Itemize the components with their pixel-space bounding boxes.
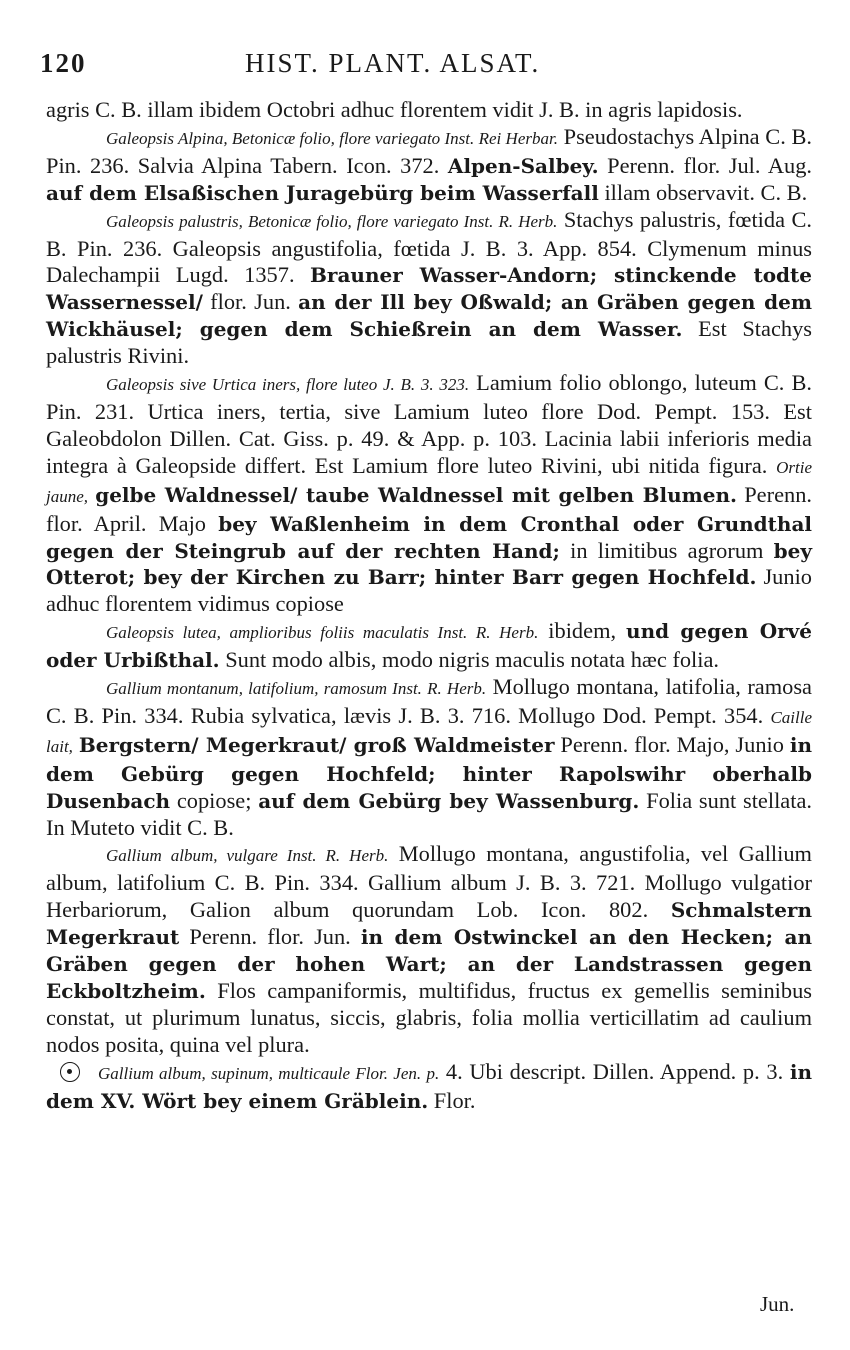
body-text: agris C. B. illam ibidem Octobri adhuc florentem vidit J. B. in agris lapidosis. — [46, 97, 743, 122]
body-text: flor. Jun. — [202, 289, 299, 315]
body-text: Lamium folio oblongo, luteum C. B. Pin. 231. Urtica iners, tertia, sive Lamium luteo flore Dod. Pempt. 153. Est Galeobdolon Dillen. Cat. Giss. p. 49. & App. p. 103. Lacinia labii inferioris media integra à Galeopside differt. Est Lamium flore luteo Rivini, ubi nitida figura. — [46, 370, 812, 478]
circled-dot-icon — [60, 1062, 80, 1082]
body-text: Stachys palustris, fœtida C. B. Pin. 236. Galeopsis angustifolia, fœtida J. B. 3. App. 854. Clymenum minus Dalechampii Lugd. 1357. — [46, 206, 813, 288]
entry-paragraph — [46, 1059, 812, 1115]
german-name-text: auf dem Gebürg bey Wassenburg. — [258, 788, 640, 813]
german-name-text: in dem XV. Wört bey einem Gräblein. — [46, 1059, 813, 1113]
german-name-text: Alpen-Salbey. — [447, 153, 599, 178]
german-name-text: bey Otterot; bey der Kirchen zu Barr; hinter Barr gegen Hochfeld. — [46, 538, 812, 590]
body-text: ibidem, — [538, 618, 627, 644]
german-name-text: in dem Ostwinckel an den Hecken; an Gräben gegen der hohen Wart; an der Landstrassen gegen Eckboltzheim. — [46, 925, 812, 1003]
german-name-text: und gegen Orvé oder Urbißthal. — [46, 619, 812, 673]
body-text: Est Stachys palustris Rivini. — [46, 316, 812, 369]
entry-paragraph — [46, 97, 812, 124]
latin-name-text: Gallium album, vulgare Inst. R. Herb. — [106, 846, 389, 866]
german-name-text: an der Ill bey Oßwald; an Gräben gegen dem Wickhäusel; gegen dem Schießrein an dem Wasser. — [46, 290, 813, 342]
page-body — [46, 97, 812, 1115]
german-name-text: Bergstern/ Megerkraut/ groß Waldmeister — [78, 732, 555, 757]
entry-paragraph — [46, 841, 812, 1058]
page-header — [40, 48, 820, 88]
entry-paragraph — [46, 124, 812, 207]
running-title: HIST. PLANT. ALSAT. — [245, 48, 541, 78]
german-name-text: auf dem Elsaßischen Juragebürg beim Wasserfall — [46, 180, 599, 205]
entry-paragraph — [46, 370, 812, 618]
body-text: Pseudostachys Alpina C. B. Pin. 236. Salvia Alpina Tabern. Icon. 372. — [46, 123, 813, 178]
body-text: Sunt modo albis, modo nigris maculis notata hæc folia. — [219, 647, 719, 673]
body-text: copiose; — [170, 787, 259, 813]
latin-name-text: Gallium montanum, latifolium, ramosum Inst. R. Herb. — [106, 679, 487, 699]
body-text: Flor. — [428, 1087, 476, 1113]
body-text: Folia sunt stellata. In Muteto vidit C. B. — [46, 787, 812, 840]
entry-paragraph — [46, 207, 812, 370]
latin-name-text: Galeopsis sive Urtica iners, flore luteo J. B. 3. 323. — [106, 375, 470, 395]
body-text: Mollugo montana, latifolia, ramosa C. B. Pin. 334. Rubia sylvatica, lævis J. B. 3. 716. Mollugo Dod. Pempt. 354. — [46, 674, 812, 728]
body-text: Perenn. flor. Majo, Junio — [554, 731, 790, 757]
page-number: 120 — [40, 48, 87, 78]
german-name-text: Brauner Wasser-Andorn; stinckende todte Wassernessel/ — [46, 263, 812, 315]
german-name-text: bey Waßlenheim in dem Cronthal oder Grundthal gegen der Steingrub auf der rechten Hand; — [46, 511, 812, 563]
latin-name-text: Galeopsis lutea, amplioribus foliis maculatis Inst. R. Herb. — [106, 623, 539, 643]
body-text: Perenn. flor. Jul. Aug. — [598, 152, 812, 178]
latin-name-text: Caille lait, — [46, 707, 812, 756]
body-text: Mollugo montana, angustifolia, vel Gallium album, latifolium C. B. Pin. 334. Gallium album J. B. 3. 721. Mollugo vulgatior Herbariorum, Galion album quorundam Lob. Icon. 802. — [46, 841, 812, 923]
body-text: Perenn. flor. April. Majo — [46, 481, 812, 536]
german-name-text: Schmalstern Megerkraut — [46, 898, 812, 950]
body-text: 4. Ubi descript. Dillen. Append. p. 3. — [439, 1058, 790, 1084]
catchword: Jun. — [760, 1292, 795, 1316]
entry-paragraph — [46, 618, 812, 674]
german-name-text: in dem Gebürg gegen Hochfeld; hinter Rapolswihr oberhalb Dusenbach — [46, 732, 812, 813]
latin-name-text: Galeopsis Alpina, Betonicæ folio, flore variegato Inst. Rei Herbar. — [106, 128, 558, 148]
body-text: Junio adhuc florentem vidimus copiose — [46, 564, 812, 617]
german-name-text: gelbe Waldnessel/ taube Waldnessel mit gelben Blumen. — [95, 482, 738, 507]
entry-paragraph — [46, 674, 812, 841]
latin-name-text: Galeopsis palustris, Betonicæ folio, flore variegato Inst. R. Herb. — [106, 211, 558, 231]
body-text: Flos campaniformis, multifidus, fructus ex gemellis seminibus constat, ut plurimum lunatus, siccis, glabris, folia mollia verticillatim ad caulium nodos posita, quina vel plura. — [46, 978, 812, 1057]
latin-name-text: Ortie jaune, — [46, 457, 812, 506]
body-text: Perenn. flor. Jun. — [179, 924, 361, 950]
body-text: illam observavit. C. B. — [598, 179, 808, 205]
body-text: in limitibus agrorum — [559, 537, 774, 563]
latin-name-text: Gallium album, supinum, multicaule Flor. Jen. p. — [98, 1063, 440, 1083]
